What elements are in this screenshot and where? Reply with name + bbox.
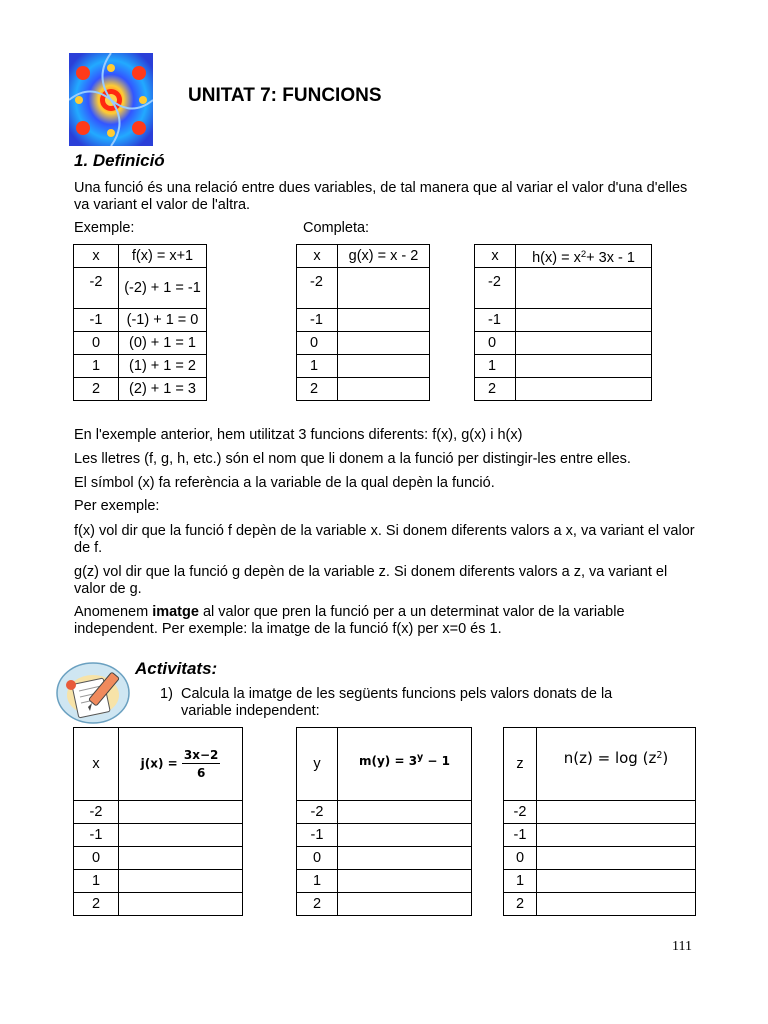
- table-cell: -2: [504, 801, 537, 824]
- table-cell: 2: [475, 378, 516, 401]
- table-cell: (0) + 1 = 1: [119, 332, 207, 355]
- paragraph-part: Anomenem: [74, 604, 153, 620]
- paragraph: Les lletres (f, g, h, etc.) són el nom que li donem a la funció per distingir-les entre elles.: [74, 451, 631, 467]
- paragraph-part: al valor que pren la funció per a un determinat valor de la variable independent. Per exemple: la imatge de la funció f(x) per x=0 és 1.: [74, 604, 625, 637]
- variable-header: x: [74, 728, 119, 801]
- answer-cell[interactable]: [338, 268, 430, 309]
- answer-cell[interactable]: [119, 893, 243, 916]
- table-cell: 2: [297, 378, 338, 401]
- paragraph-imatge: [74, 604, 699, 638]
- table-cell: (-1) + 1 = 0: [119, 309, 207, 332]
- table-cell: 1: [74, 870, 119, 893]
- answer-cell[interactable]: [338, 893, 472, 916]
- table-cell: 1: [297, 355, 338, 378]
- answer-cell[interactable]: [338, 332, 430, 355]
- table-header: x: [475, 245, 516, 268]
- paragraph: f(x) vol dir que la funció f depèn de la variable x. Si donem diferents valors a x, va variant el valor de f.: [74, 523, 695, 556]
- activity-table-n: [503, 727, 696, 916]
- answer-cell[interactable]: [119, 801, 243, 824]
- variable-header: z: [504, 728, 537, 801]
- notepad-pencil-icon: [55, 655, 135, 727]
- exponent: 2: [580, 248, 587, 260]
- table-cell: 2: [74, 893, 119, 916]
- answer-cell[interactable]: [119, 824, 243, 847]
- page-title: UNITAT 7: FUNCIONS: [188, 85, 382, 106]
- formula-header: [338, 728, 472, 801]
- table-cell: -2: [297, 801, 338, 824]
- paragraph: g(z) vol dir que la funció g depèn de la variable z. Si donem diferents valors a z, va variant el valor de g.: [74, 564, 668, 597]
- answer-cell[interactable]: [537, 824, 696, 847]
- table-header: g(x) = x - 2: [338, 245, 430, 268]
- example-label: Exemple:: [74, 220, 135, 236]
- table-cell: 0: [475, 332, 516, 355]
- table-cell: 0: [74, 332, 119, 355]
- answer-cell[interactable]: [338, 824, 472, 847]
- activity-table-m: [296, 727, 472, 916]
- table-cell: 0: [297, 332, 338, 355]
- paragraph: En l'exemple anterior, hem utilitzat 3 funcions diferents: f(x), g(x) i h(x): [74, 427, 523, 443]
- answer-cell[interactable]: [516, 309, 652, 332]
- table-cell: (2) + 1 = 3: [119, 378, 207, 401]
- formula-part: − 1: [423, 754, 451, 768]
- complete-table-g: [296, 244, 430, 401]
- answer-cell[interactable]: [516, 332, 652, 355]
- answer-cell[interactable]: [516, 355, 652, 378]
- table-cell: 2: [74, 378, 119, 401]
- activity-table-j: [73, 727, 243, 916]
- table-cell: -1: [74, 824, 119, 847]
- formula-header: [119, 728, 243, 801]
- table-cell: 1: [504, 870, 537, 893]
- answer-cell[interactable]: [338, 378, 430, 401]
- answer-cell[interactable]: [537, 893, 696, 916]
- formula-lhs: j(x) =: [140, 756, 178, 771]
- answer-cell[interactable]: [516, 378, 652, 401]
- answer-cell[interactable]: [119, 870, 243, 893]
- answer-cell[interactable]: [537, 870, 696, 893]
- table-cell: (-2) + 1 = -1: [119, 268, 207, 309]
- formula-header: [537, 728, 696, 801]
- table-cell: 2: [297, 893, 338, 916]
- table-cell: -2: [74, 801, 119, 824]
- formula-part: n(z) = log (z: [563, 749, 657, 767]
- variable-header: y: [297, 728, 338, 801]
- formula-part: h(x) = x: [532, 249, 581, 266]
- activities-heading: Activitats:: [135, 659, 218, 678]
- table-header: x: [297, 245, 338, 268]
- fraction-denominator: 6: [196, 766, 206, 780]
- table-cell: -1: [297, 309, 338, 332]
- answer-cell[interactable]: [338, 355, 430, 378]
- table-cell: 1: [74, 355, 119, 378]
- answer-cell[interactable]: [338, 847, 472, 870]
- table-cell: 1: [297, 870, 338, 893]
- table-cell: (1) + 1 = 2: [119, 355, 207, 378]
- table-header: f(x) = x+1: [119, 245, 207, 268]
- table-header: x: [74, 245, 119, 268]
- exponent: 2: [656, 750, 663, 761]
- fraction: [182, 747, 221, 781]
- formula-part: + 3x - 1: [586, 249, 635, 266]
- table-cell: -1: [74, 309, 119, 332]
- table-cell: -1: [504, 824, 537, 847]
- complete-label: Completa:: [303, 220, 370, 236]
- complete-table-h: [474, 244, 652, 401]
- answer-cell[interactable]: [516, 268, 652, 309]
- formula-part: m(y) = 3: [358, 754, 418, 768]
- fractal-image: [69, 53, 153, 146]
- definition-paragraph: Una funció és una relació entre dues variables, de tal manera que al variar el valor d'una d'elles va variant el valor de l'altra.: [74, 180, 688, 213]
- section-heading: 1. Definició: [74, 151, 165, 170]
- activity-instruction: Calcula la imatge de les següents funcions pels valors donats de la variable independent:: [181, 686, 613, 719]
- table-cell: 0: [74, 847, 119, 870]
- fraction-numerator: 3x−2: [183, 748, 219, 762]
- answer-cell[interactable]: [537, 801, 696, 824]
- table-cell: 1: [475, 355, 516, 378]
- page-number: 111: [672, 939, 692, 954]
- table-cell: 2: [504, 893, 537, 916]
- table-cell: -1: [297, 824, 338, 847]
- answer-cell[interactable]: [537, 847, 696, 870]
- example-table-f: [73, 244, 207, 401]
- activity-number: 1): [160, 686, 173, 702]
- answer-cell[interactable]: [119, 847, 243, 870]
- exponent: y: [417, 752, 424, 763]
- table-cell: -2: [297, 268, 338, 309]
- table-cell: 0: [297, 847, 338, 870]
- paragraph: El símbol (x) fa referència a la variable de la qual depèn la funció.: [74, 475, 495, 491]
- answer-cell[interactable]: [338, 870, 472, 893]
- table-cell: -2: [74, 268, 119, 309]
- formula-part: ): [662, 749, 669, 767]
- answer-cell[interactable]: [338, 309, 430, 332]
- answer-cell[interactable]: [338, 801, 472, 824]
- paragraph: Per exemple:: [74, 498, 160, 514]
- keyword-imatge: imatge: [152, 604, 199, 620]
- table-cell: -1: [475, 309, 516, 332]
- table-header: [516, 245, 652, 268]
- table-cell: 0: [504, 847, 537, 870]
- table-cell: -2: [475, 268, 516, 309]
